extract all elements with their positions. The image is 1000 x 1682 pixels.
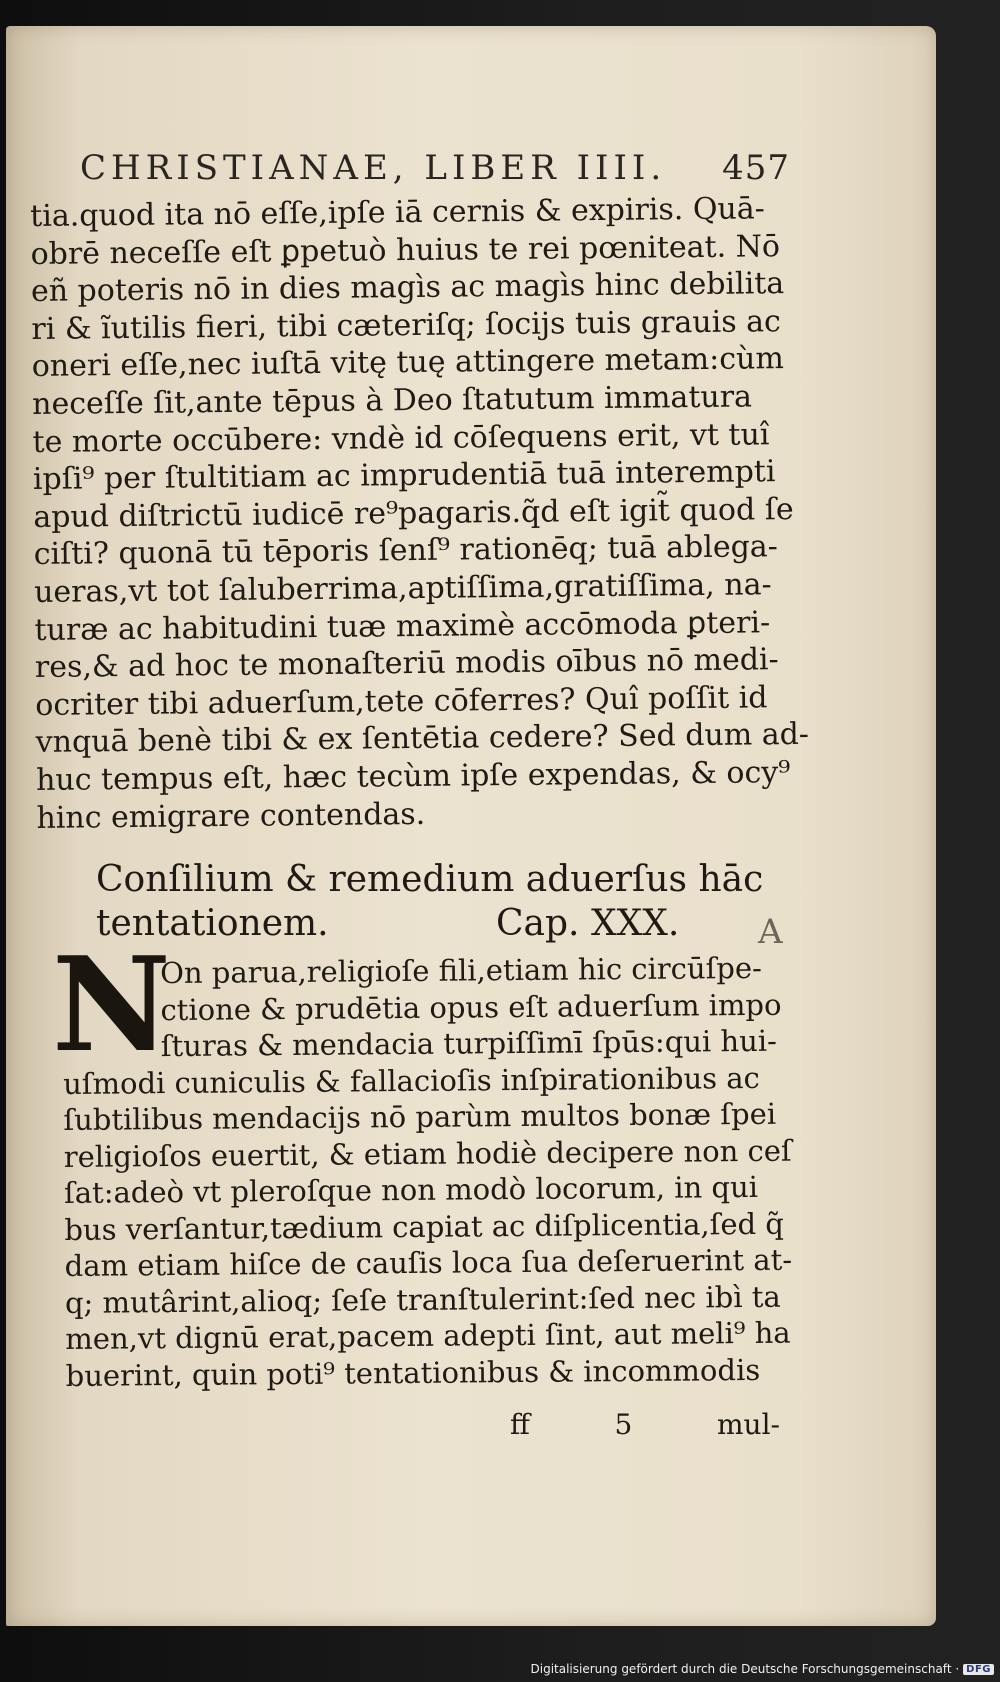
text-line: vnquā benè tibi & ex ſentētia cedere? Sed dum ad-	[35, 717, 810, 761]
heading-line: Conſilium & remedium aduerſus hāc	[96, 859, 764, 900]
text-line: hinc emigrare contendas.	[36, 796, 426, 836]
heading-line: tentationem.	[96, 903, 329, 944]
chapter-text	[62, 950, 796, 1394]
running-title: CHRISTIANAE, LIBER IIII.	[80, 148, 667, 188]
signature-number: 5	[614, 1408, 633, 1441]
chapter-heading	[96, 858, 796, 946]
text-line: tia.quod ita nō eſſe,ipſe iā cernis & expiris. Quā-	[30, 191, 765, 234]
text-line: huc tempus eſt, hæc tecùm ipſe expendas, & ocy⁹	[35, 754, 791, 798]
text-line: uſmodi cuniculis & fallacioſis inſpirationibus ac	[62, 1060, 760, 1101]
dfg-logo: DFG	[963, 1664, 994, 1675]
text-line: On parua,religioſe fili,etiam hic circūſpe-	[160, 950, 763, 991]
text-line: te morte occūbere: vndè id cōſequens erit, vt tuî	[32, 416, 770, 460]
digitization-credit	[531, 1662, 994, 1676]
drop-cap-initial: N	[52, 928, 171, 1081]
text-line: ſat:adeò vt pleroſque non modò locorum, in qui	[63, 1169, 759, 1210]
text-line: ri & ĩutilis fieri, tibi cæteriſq; ſocijs tuis grauis ac	[31, 303, 782, 347]
chapter-number: Cap. XXX.	[496, 903, 680, 944]
text-line: neceſſe ſit,ante tēpus à Deo ſtatutum immatura	[31, 379, 753, 422]
text-line: eñ poteris nō in dies magìs ac magìs hinc debilita	[30, 266, 785, 310]
signature-mark: ff	[510, 1408, 530, 1441]
margin-letter: A	[758, 912, 783, 952]
text-line: ocriter tibi aduerſum,tete cōferres? Quî poſſit id	[35, 680, 768, 723]
text-line: dam etiam hiſce de cauſis loca ſua deſeruerint at-	[64, 1242, 793, 1283]
text-line: oneri eſſe,nec iuſtā vitę tuę attingere metam:cùm	[31, 341, 785, 385]
catchword: mul-	[716, 1408, 780, 1441]
running-header	[80, 148, 790, 188]
folio-number: 457	[722, 148, 790, 188]
text-line: men,vt dignū erat,pacem adepti ſint, aut meli⁹ ha	[65, 1315, 791, 1356]
text-line: apud diſtrictū iudicē re⁹pagaris.q̃d eſt igit̃ quod ſe	[33, 491, 794, 535]
body-text	[30, 190, 810, 837]
signature-line	[510, 1408, 780, 1441]
text-line: ſubtilibus mendacijs nō parùm multos bonæ ſpei	[63, 1096, 777, 1137]
text-line: buerint, quin poti⁹ tentationibus & incommodis	[65, 1352, 761, 1393]
text-line: bus verſantur,tædium capiat ac diſplicentia,ſed q̃	[64, 1206, 785, 1247]
text-line: ciſti? quonā tū tēporis ſenſ⁹ rationēq; tuā ablega-	[33, 529, 779, 573]
text-line: q; mutârint,alioq; ſeſe tranſtulerint:ſed nec ibì ta	[64, 1279, 781, 1320]
text-line: ctione & prudētia opus eſt aduerſum impo	[160, 987, 782, 1027]
text-line: ipſi⁹ per ſtultitiam ac imprudentiā tuā interempti	[32, 454, 776, 498]
text-line: ueras,vt tot ſaluberrima,aptiſſima,gratiſſima, na-	[33, 567, 772, 610]
text-line: turæ ac habitudini tuæ maximè accōmoda ꝑteri-	[34, 604, 771, 648]
text-line: religioſos euertit, & etiam hodiè decipere non ceſ	[63, 1133, 792, 1174]
text-line: res,& ad hoc te monaſteriū modis oībus nō medi-	[34, 642, 779, 686]
text-line: obrē neceſſe eſt ꝑpetuò huius te rei pœniteat. Nō	[30, 228, 781, 272]
credit-text: Digitalisierung gefördert durch die Deutsche Forschungsgemeinschaft ·	[530, 1662, 960, 1676]
text-line: ſturas & mendacia turpiſſimī ſpūs:qui hui-	[160, 1023, 778, 1064]
